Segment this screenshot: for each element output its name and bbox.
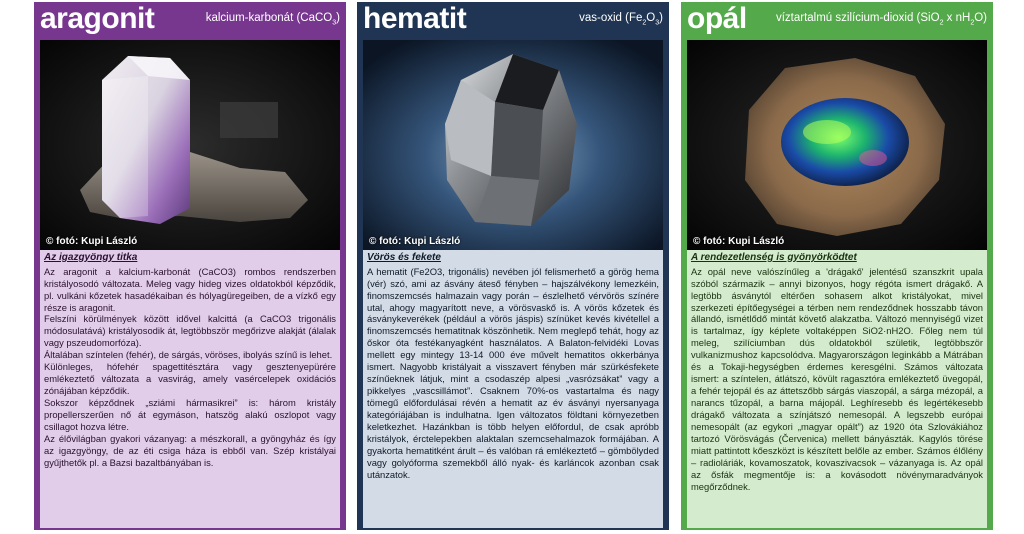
opal-card: [681, 2, 993, 530]
opal-mineral-image: [687, 40, 987, 250]
paragraph: Általában színtelen (fehér), de sárgás, vöröses, ibolyás színű is lehet.: [44, 349, 333, 361]
mineral-name: hematit: [363, 2, 467, 35]
aragonite-crystal-image: [40, 40, 340, 250]
mineral-formula: kalcium-karbonát (CaCO$_3$): [205, 12, 340, 27]
photo-credit: © fotó: Kupi László: [693, 236, 785, 247]
photo-credit: © fotó: Kupi László: [369, 236, 461, 247]
description-box: [40, 250, 340, 528]
paragraph: Az opál neve valószínűleg a 'drágakő' jelentésű szanszkrit upala szóból származik – annyi bizonyos, hogy régóta ismert drágakő. A legtöbb ásványtól eltérően sohasem alkot kristályokat, mivel szerkezeti építőegységei a térben nem rendeződnek hosszabb távon állandó, ismétlődő mintát követő alakzatba. Változó mennyiségű vizet is tartalmaz, így képlete voltaképpen SiO2·nH2O. Főleg nem túl meleg, szilíciumban dús oldatokból születik, legtöbbször vulkanizmushoz kapcsolódva. Magyarországon leginkább a Mátrában és a Tokaji-hegységben érdemes keresgélni. Számos változata ismert: a színtelen, átlátszó, kövült ragasztóra emlékeztető üvegopál, a fehér tejopál és az áttetszőbb sárgás viaszopál, a sárga mézopál, a narancs tűzopál, a barna májopál. Leghíresebb és legértékesebb drágakő változata a színjátszó nemesopál. A legszebb európai nemesopált (az egykori „magyar opált”) az 1920 óta Szlovákiához tartozó Vörösvágás (Červenica) mellett bányászták. Kagylós törése miatt pattintott kőeszközt is készített belőle az ember. Számos élőlény – radioláriák, kovamoszatok, kovaszivacsok – vázanyaga is. Az opál az ősfák megmentője is: a kovásodott növénymaradványok megőrződnek.: [691, 265, 983, 492]
paragraph: Az élővilágban gyakori vázanyag: a mészkorall, a gyöngyház és így az igazgyöngy, de az éti csiga háza is ebből van. Szép kristályai gyűjthetők pl. a Bazsi bazaltbányában is.: [44, 432, 336, 468]
section-title: Az igazgyöngy titka: [44, 252, 138, 263]
mineral-formula: víztartalmú szilícium-dioxid (SiO$_2$ x $nH_2O$): [775, 12, 987, 27]
mineral-formula: vas-oxid $(Fe_2O_3)$: [579, 12, 663, 27]
mineral-photo: [363, 40, 663, 250]
card-header: [687, 4, 987, 38]
mineral-photo: [687, 40, 987, 250]
paragraph: A hematit (Fe2O3, trigonális) nevében jól felismerhető a görög hema (vér) szó, ami az ásvány áteső fényben – hajszálvékony lemezkéin, finomszemcsés halmazain vagy porán – észlelhető vérvörös színére utal, ahogy magyarított neve, a vörösvaskő is. A vörös kőzetek és ásványkeverékek (például a vörös jáspis) színüket kevés kivétellel a finomszemcsés hematitnak köszönhetik. Nem meglepő tehát, hogy az őskor óta festékanyagként használatos. A Balaton-felvidéki Lovas mellett egy mintegy 13-14 000 éve művelt hematitos okkerbánya ismert. Nagyobb kristályait a visszavert fényben már szürkésfekete színűeknek látjuk, mint a csodaszép alpesi „vasrózsákat” vagy a pikkelyes „vascsillámot”. Csaknem 70%-os vastartalma és nagy tömegű előfordulásai révén a hematit az év ásványi nyersanyaga kategóriájában is indulhatna. Igen változatos földtani környezetben keletkezhet. Hazánkban is több helyen előfordul, de csak apróbb kristályok, érctelepekben alaktalan szemcsehalmazok formájában. A gyakorta hematitként árult – és valóban rá emlékeztető – gömbölyded vagy golyóforma szemekből álló nyak- és karláncok azonban csak utánzatok.: [367, 265, 659, 480]
paragraph: Különleges, hófehér spagettitésztára vagy gesztenyepürére emlékeztető változata a vasvirág, amely vasércelepek oxidációs zónájában képződik.: [44, 361, 336, 397]
hematite-crystal-image: [363, 40, 663, 250]
paragraph: Sokszor képződnek „sziámi hármasikrei” is: három kristály propellerszerűen nő át egymáson, hatszög alakú oszlopot vagy csillagot hozva létre.: [44, 397, 336, 432]
photo-credit: © fotó: Kupi László: [46, 236, 138, 247]
mineral-name: opál: [687, 2, 747, 35]
paragraph: Az aragonit a kalcium-karbonát (CaCO3) rombos rendszerben kristályosodó változata. Meleg vagy hideg vizes oldatokból képződik, pl. vulkáni kőzetek hasadékaiban és hólyagüregeiben, de a vízkő egy része is aragonit.: [44, 265, 336, 313]
description-box: [687, 250, 987, 528]
paragraph: Felszíni körülmények között idővel kalcittá (a CaCO3 trigonális módosulatává) kristályosodik át, legtöbbször megőrizve alakját (álalak vagy pszeudomorfóza).: [44, 313, 336, 349]
hematit-card: [357, 2, 669, 530]
aragonit-card: [34, 2, 346, 530]
card-header: [363, 4, 663, 38]
section-title: Vörös és fekete: [367, 252, 441, 263]
mineral-name: aragonit: [40, 2, 155, 35]
card-header: [40, 4, 340, 38]
description-box: [363, 250, 663, 528]
section-title: A rendezetlenség is gyönyörködtet: [691, 252, 857, 263]
mineral-photo: [40, 40, 340, 250]
